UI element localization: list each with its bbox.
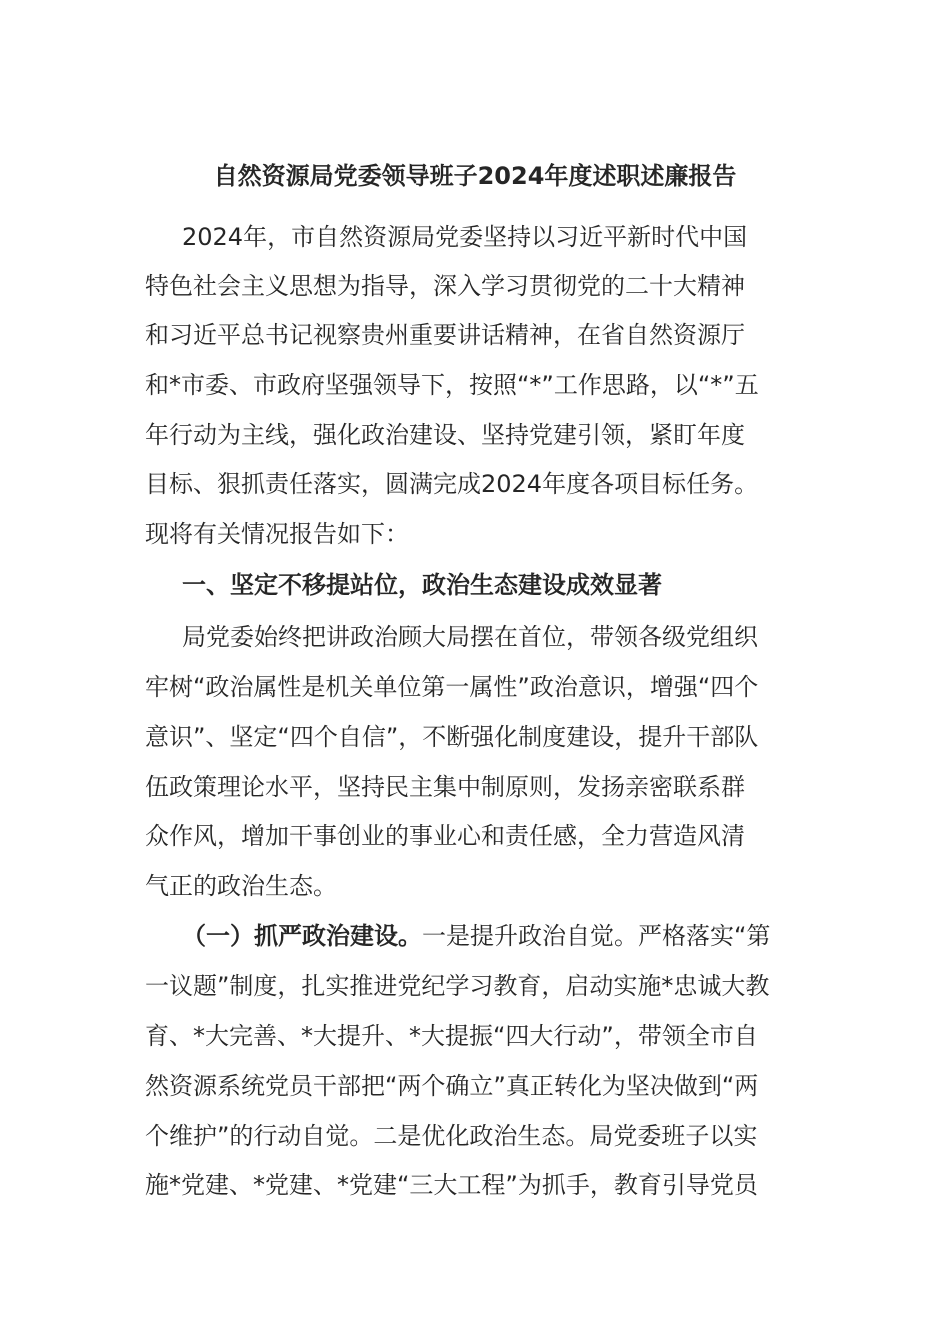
section-heading: 一、坚定不移提站位，政治生态建设成效显著 [182, 571, 662, 599]
subsection-heading: （一）抓严政治建设。 [182, 922, 422, 950]
paragraph-line: 一议题”制度，扎实推进党纪学习教育，启动实施*忠诚大教 [145, 972, 770, 1000]
paragraph-line: 年行动为主线，强化政治建设、坚持党建引领，紧盯年度 [145, 421, 745, 449]
paragraph-line: 2024年，市自然资源局党委坚持以习近平新时代中国 [182, 223, 748, 251]
paragraph-line: 然资源系统党员干部把“两个确立”真正转化为坚决做到“两 [145, 1072, 759, 1100]
paragraph-line: 和*市委、市政府坚强领导下，按照“*”工作思路，以“*”五 [145, 371, 759, 399]
paragraph-line: 现将有关情况报告如下： [145, 520, 409, 548]
paragraph-line: 牢树“政治属性是机关单位第一属性”政治意识，增强“四个 [145, 673, 759, 701]
paragraph-line: 众作风，增加干事创业的事业心和责任感，全力营造风清 [145, 822, 745, 850]
paragraph-line: 个维护”的行动自觉。二是优化政治生态。局党委班子以实 [145, 1122, 758, 1150]
paragraph-line: 局党委始终把讲政治顾大局摆在首位，带领各级党组织 [182, 623, 758, 651]
paragraph-line: 意识”、坚定“四个自信”，不断强化制度建设，提升干部队 [145, 723, 759, 751]
paragraph-line: 伍政策理论水平，坚持民主集中制原则，发扬亲密联系群 [145, 773, 745, 801]
paragraph-line-with-subheading [182, 911, 770, 961]
paragraph-line: 和习近平总书记视察贵州重要讲话精神，在省自然资源厅 [145, 321, 745, 349]
document-title: 自然资源局党委领导班子2024年度述职述廉报告 [213, 162, 737, 190]
paragraph-line: 育、*大完善、*大提升、*大提振“四大行动”，带领全市自 [145, 1022, 758, 1050]
paragraph-line: 施*党建、*党建、*党建“三大工程”为抓手，教育引导党员 [145, 1171, 758, 1199]
paragraph-line: 气正的政治生态。 [145, 872, 337, 900]
paragraph-line: 目标、狠抓责任落实，圆满完成2024年度各项目标任务。 [145, 470, 759, 498]
paragraph-line: 特色社会主义思想为指导，深入学习贯彻党的二十大精神 [145, 272, 745, 300]
paragraph-text: 一是提升政治自觉。严格落实“第 [422, 922, 771, 950]
